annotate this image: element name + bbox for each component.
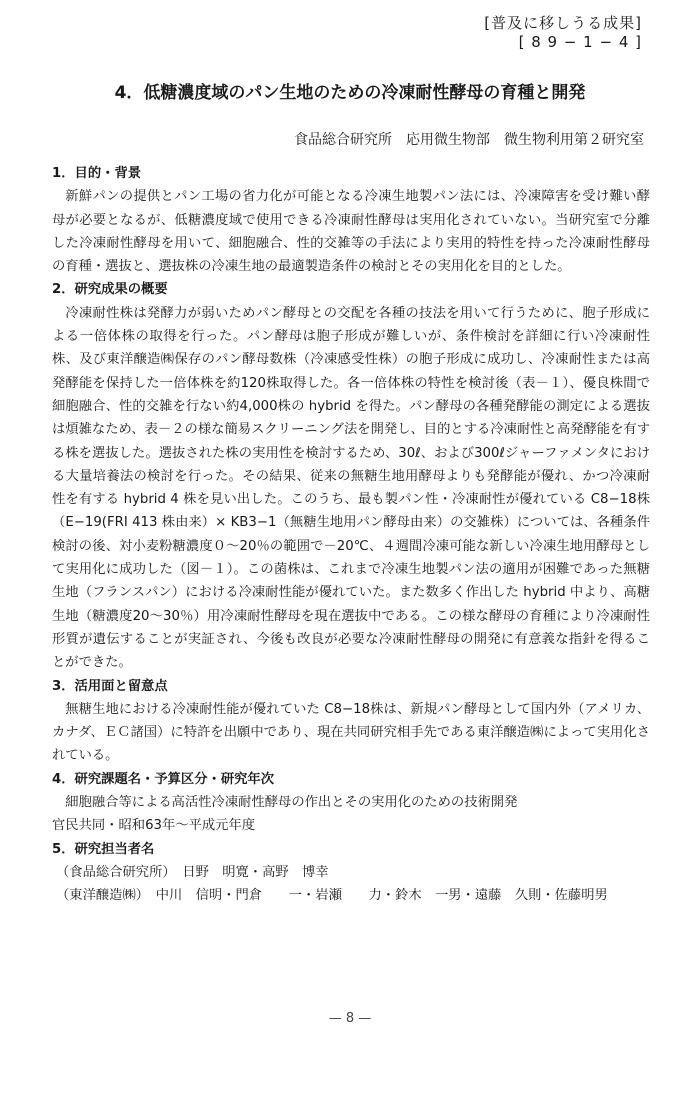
section-heading: 2．研究成果の概要 [52, 282, 168, 298]
section-paragraph: 冷凍耐性株は発酵力が弱いためパン酵母との交配を各種の技法を用いて行うために、胞子形成による一倍体株の取得を行った。パン酵母は胞子形成が難しいが、条件検討を詳細に行い冷凍耐性株、及び東洋醸造㈱保存のパン酵母数株（冷凍感受性株）の胞子形成に成功し、冷凍耐性または高発酵能を保持した一倍体株を約120株取得した。各一倍体株の特性を検討後（表－１）、優良株間で細胞融合、性的交雑を行ない約4,000株の hybrid を得た。パン酵母の各種発酵能の測定による選抜は煩雑なため、表－２の様な簡易スクリーニング法を開発し、目的とする冷凍耐性と高発酵能を有する株を選抜した。選抜された株の実用性を検討するため、30ℓ、および300ℓジャーファメンタにおける大量培養法の検討を行った。その結果、従来の無糖生地用酵母よりも発酵能が優れ、かつ冷凍耐性を有する hybrid 4 株を見い出した。このうち、最も製パン性・冷凍耐性が優れている C8−18株（E−19(FRI 413 株由来）× KB3−1（無糖生地用パン酵母由来）の交雑株）については、各種条件検討の後、対小麦粉糖濃度０～20％の範囲で－20℃、４週間冷凍可能な新しい冷凍生地用酵母として実用化に成功した（図－１）。この菌株は、これまで冷凍生地製パン法の適用が困難であった無糖生地（フランスパン）における冷凍耐性能が優れていた。また数多く作出した hybrid 中より、高糖生地（糖濃度20～30％）用冷凍耐性酵母を現在選抜中である。この様な酵母の育種により冷凍耐性形質が遺伝することが実証され、今後も改良が必要な冷凍耐性酵母の開発に有意義な指針を得ることができた。 [52, 305, 650, 671]
document-title: 4．低糖濃度域のパン生地のための冷凍耐性酵母の育種と開発 [114, 83, 586, 103]
researchers-toyo-jozo: （東洋醸造㈱） 中川 信明・門倉 一・岩瀬 力・鈴木 一男・遠藤 久則・佐藤明男 [56, 888, 608, 904]
section-heading: 1．目的・背景 [52, 166, 142, 181]
document-body [52, 162, 650, 908]
page-number: — 8 — [328, 1011, 372, 1026]
category-label: [普及に移しうる成果] [484, 14, 642, 32]
section-heading: 5．研究担当者名 [52, 841, 155, 857]
section-paragraph: 無糖生地における冷凍耐性能が優れていた C8−18株は、新規パン酵母として国内外（アメリカ、カナダ、ＥＣ諸国）に特許を出願中であり、現在共同研究相手先である東洋醸造㈱によって実用化されている。 [52, 701, 650, 764]
section-purpose [52, 162, 650, 278]
project-budget-years: 官民共同・昭和63年～平成元年度 [52, 818, 256, 834]
document-code: [ 8 9 − 1 − 4 ] [518, 33, 642, 51]
project-title: 細胞融合等による高活性冷凍耐性酵母の作出とその実用化のための技術開発 [65, 795, 518, 811]
section-heading: 3．活用面と留意点 [52, 678, 168, 694]
researchers-nfri: （食品総合研究所） 日野 明寛・高野 博幸 [56, 864, 329, 880]
section-heading: 4．研究課題名・予算区分・研究年次 [52, 771, 275, 787]
affiliation: 食品総合研究所 応用微生物部 微生物利用第２研究室 [294, 132, 644, 148]
section-results [52, 278, 650, 674]
section-application [52, 675, 650, 768]
section-project [52, 768, 650, 838]
section-researchers [52, 838, 650, 908]
section-paragraph: 新鮮パンの提供とパン工場の省力化が可能となる冷凍生地製パン法には、冷凍障害を受け難い酵母が必要となるが、低糖濃度域で使用できる冷凍耐性酵母は実用化されていない。当研究室で分離した冷凍耐性酵母を用いて、細胞融合、性的交雑等の手法により実用的特性を持った冷凍耐性酵母の育種・選抜と、選抜株の冷凍生地の最適製造条件の検討とその実用化を目的とした。 [52, 189, 650, 275]
